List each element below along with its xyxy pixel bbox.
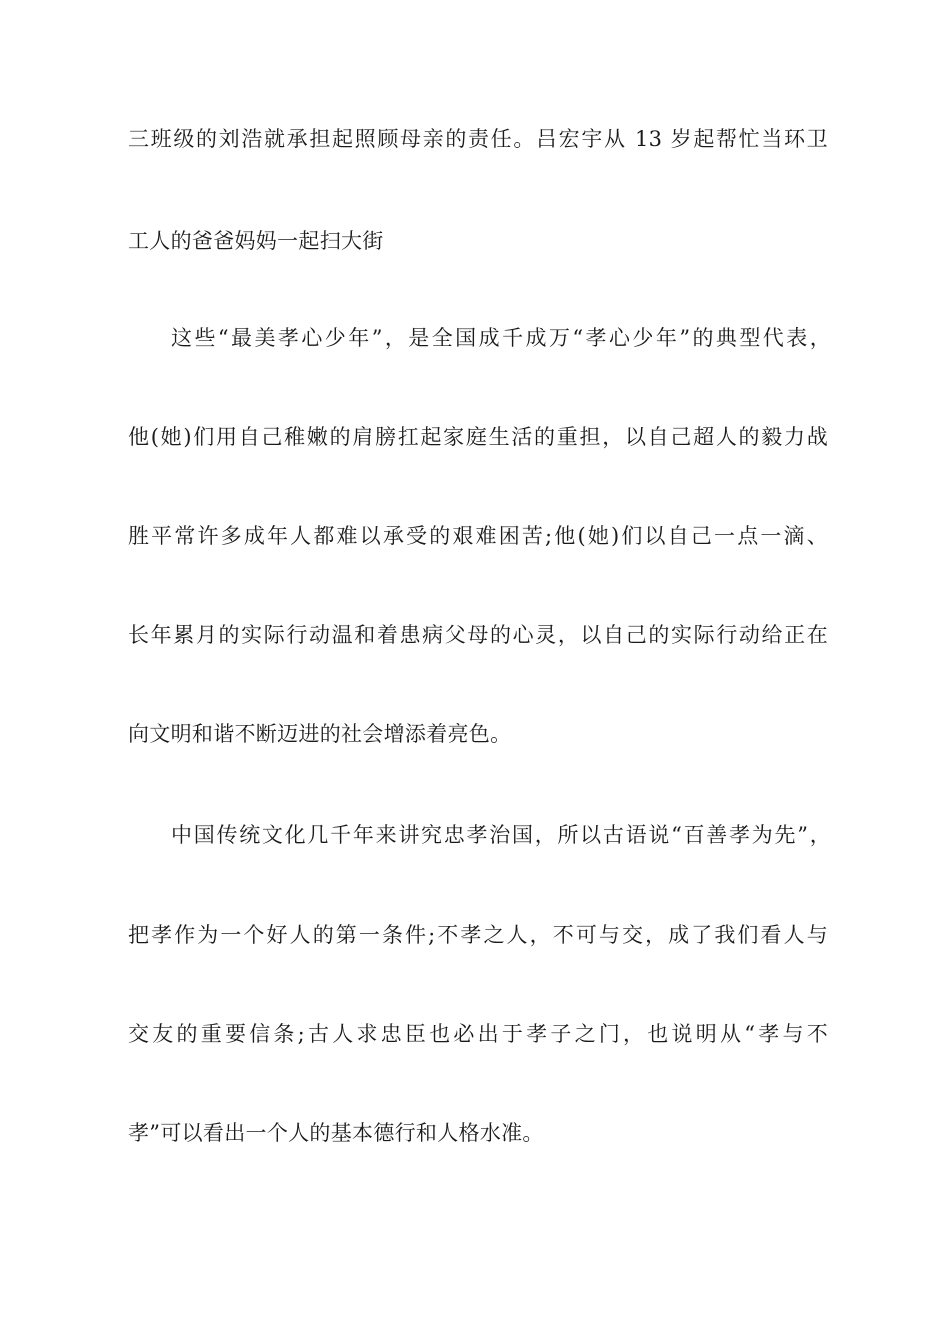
text-line: 长年累月的实际行动温和着患病父母的心灵，以自己的实际行动给正在	[128, 623, 828, 647]
text-line: 三班级的刘浩就承担起照顾母亲的责任。吕宏宇从 13 岁起帮忙当环卫	[128, 127, 828, 151]
text-line: 向文明和谐不断迈进的社会增添着亮色。	[128, 722, 512, 746]
paragraph-start-line: 中国传统文化几千年来讲究忠孝治国，所以古语说“百善孝为先”，	[171, 823, 831, 847]
text-line: 他(她)们用自己稚嫩的肩膀扛起家庭生活的重担，以自己超人的毅力战	[128, 425, 828, 449]
text-line: 工人的爸爸妈妈一起扫大街	[128, 229, 384, 253]
text-line: 胜平常许多成年人都难以承受的艰难困苦;他(她)们以自己一点一滴、	[128, 524, 828, 548]
text-line: 交友的重要信条;古人求忠臣也必出于孝子之门，也说明从“孝与不	[128, 1022, 828, 1046]
text-line: 孝”可以看出一个人的基本德行和人格水准。	[128, 1121, 544, 1145]
paragraph-start-line: 这些“最美孝心少年”，是全国成千成万“孝心少年”的典型代表，	[171, 326, 831, 350]
text-line: 把孝作为一个好人的第一条件;不孝之人，不可与交，成了我们看人与	[128, 923, 828, 947]
